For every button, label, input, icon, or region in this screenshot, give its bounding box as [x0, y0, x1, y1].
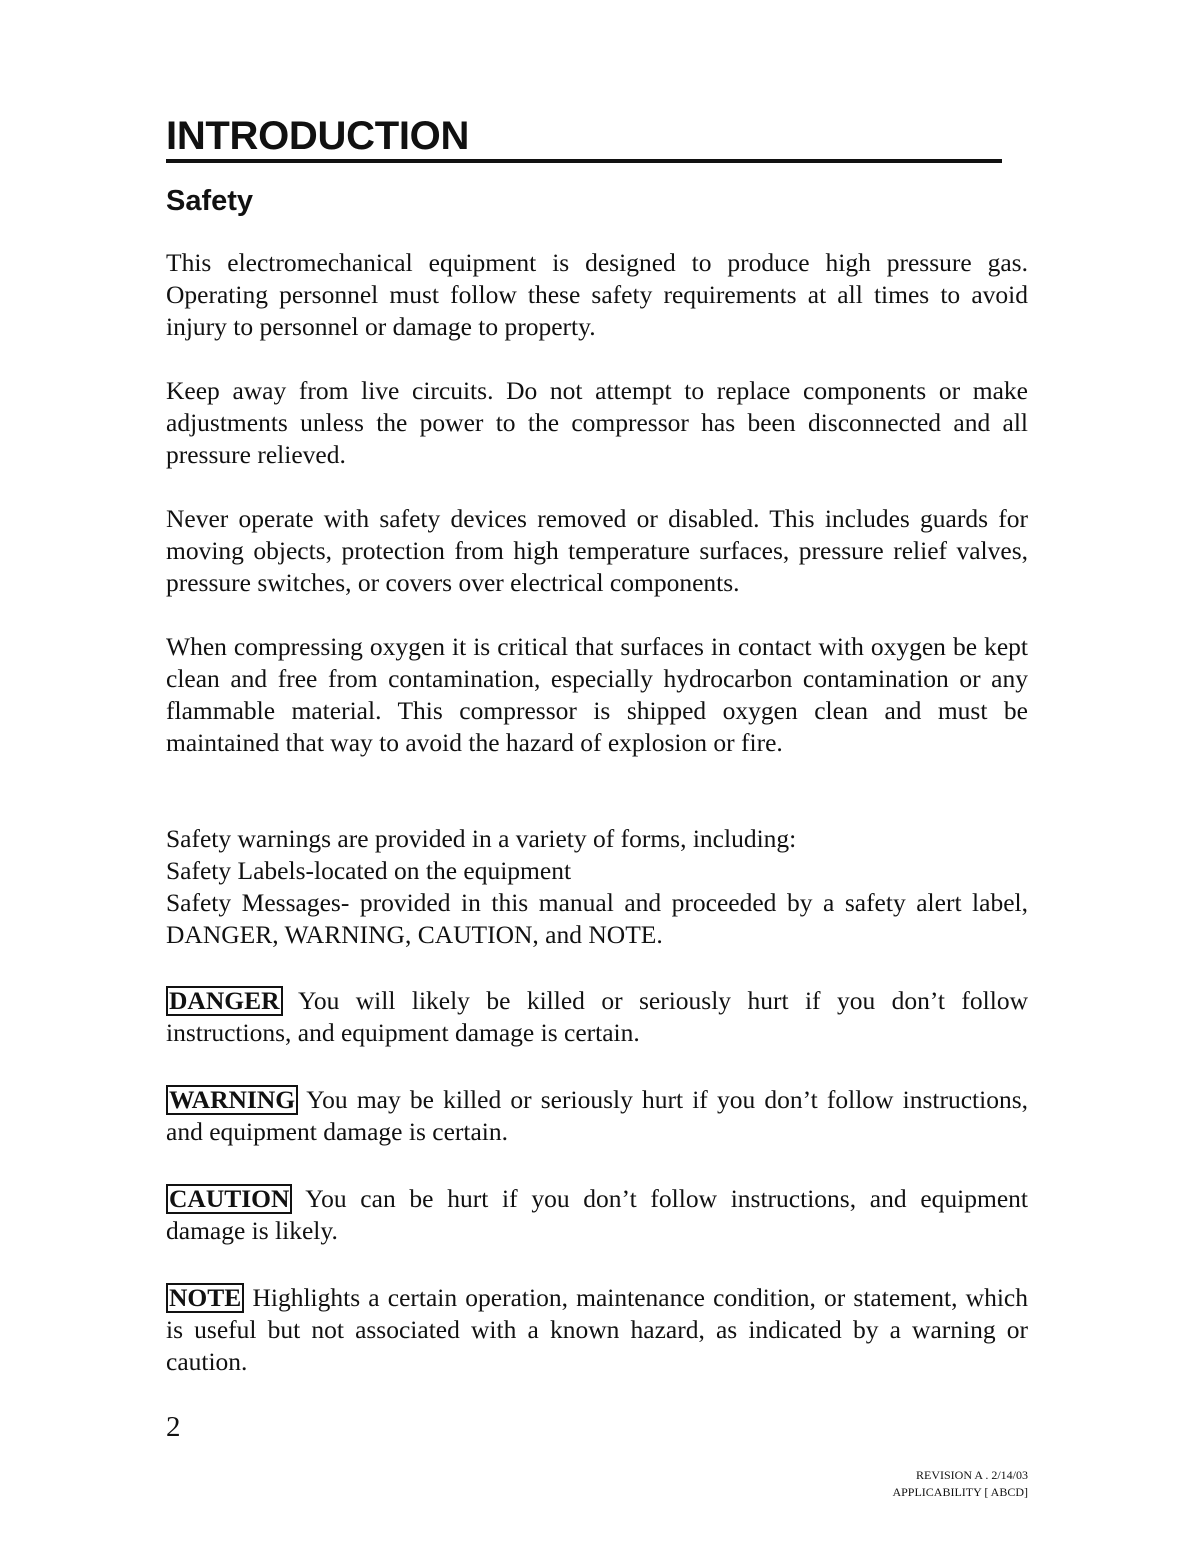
- warning-text: You may be killed or seriously hurt if you don’t follow instructions, and equipment damage is certain.: [166, 1085, 1028, 1146]
- caution-definition: [166, 1183, 1028, 1247]
- safety-labels-line: Safety Labels-located on the equipment: [166, 856, 572, 885]
- caution-text: You can be hurt if you don’t follow instructions, and equipment damage is likely.: [166, 1184, 1028, 1245]
- caution-label: CAUTION: [166, 1184, 292, 1214]
- paragraph-equipment-purpose: This electromechanical equipment is designed to produce high pressure gas. Operating personnel must follow these safety requirements at all times to avoid injury to personnel or damage to property.: [166, 248, 1028, 341]
- warning-label: WARNING: [166, 1085, 298, 1115]
- safety-messages-line: Safety Messages- provided in this manual and proceeded by a safety alert label, DANGER, WARNING, CAUTION, and NOTE.: [166, 888, 1028, 949]
- note-definition: [166, 1282, 1028, 1378]
- note-label: NOTE: [166, 1283, 244, 1313]
- warnings-intro-line: Safety warnings are provided in a variety of forms, including:: [166, 824, 797, 853]
- title-underline: [166, 159, 1002, 163]
- section-heading-safety: Safety: [166, 185, 254, 217]
- note-text: Highlights a certain operation, maintenance condition, or statement, which is useful but not associated with a known hazard, as indicated by a warning or caution.: [166, 1283, 1028, 1376]
- footer: [892, 1467, 1028, 1501]
- safety-warnings-intro: [166, 823, 1028, 951]
- paragraph-live-circuits: Keep away from live circuits. Do not attempt to replace components or make adjustments unless the power to the compressor has been disconnected and all pressure relieved.: [166, 376, 1028, 469]
- page-number: 2: [166, 1411, 181, 1443]
- paragraph-oxygen-cleanliness: When compressing oxygen it is critical that surfaces in contact with oxygen be kept clean and free from contamination, especially hydrocarbon contamination or any flammable material. This compressor is shipped oxygen clean and must be maintained that way to avoid the hazard of explosion or fire.: [166, 632, 1028, 757]
- paragraph-safety-devices: Never operate with safety devices removed or disabled. This includes guards for moving objects, protection from high temperature surfaces, pressure relief valves, pressure switches, or covers over electrical components.: [166, 504, 1028, 597]
- danger-definition: [166, 985, 1028, 1049]
- danger-text: You will likely be killed or seriously hurt if you don’t follow instructions, and equipment damage is certain.: [166, 986, 1028, 1047]
- page-title: INTRODUCTION: [166, 114, 470, 158]
- warning-definition: [166, 1084, 1028, 1148]
- footer-revision: REVISION A . 2/14/03: [915, 1468, 1028, 1482]
- danger-label: DANGER: [166, 986, 283, 1016]
- footer-applicability: APPLICABILITY [ ABCD]: [892, 1485, 1028, 1499]
